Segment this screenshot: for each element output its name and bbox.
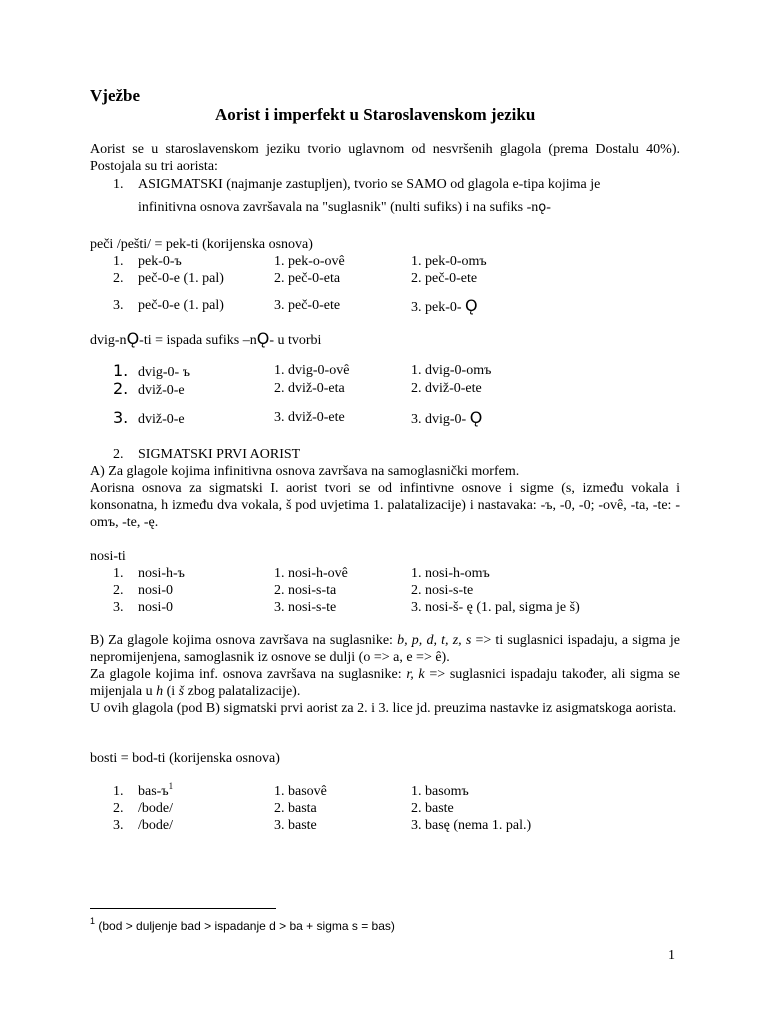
list-number: 1. [113, 177, 124, 192]
table-row: 2. dviž-0-e 2. dviž-0-eta 2. dviž-0-ete [113, 379, 482, 398]
sigmatski-paragraph: Aorisna osnova za sigmatski I. aorist tvori se od infintivne osnove i sigme (s, između vokala i konsonatna, h između dva vokala, š pod uvjetima 1. palatalizacije) i nastavaka: -ъ, -0, -0; -ovê, -ta, -te: -omъ, -te, -ę. [90, 481, 680, 530]
list-item-text: ASIGMATSKI (najmanje zastupljen), tvorio se SAMO od glagola e-tipa kojima je [138, 177, 601, 192]
section-heading: SIGMATSKI PRVI AORIST [138, 447, 301, 462]
nasal-o-glyph: Ǫ [469, 408, 483, 427]
intro-paragraph: Aorist se u staroslavenskom jeziku tvorio uglavnom od nesvršenih glagola (prema Dostalu 40%). Postojala su tri aorista: [90, 142, 680, 174]
nasal-o-glyph: Ǫ [465, 296, 478, 315]
table-row: 2. /bode/ 2. basta 2. baste [113, 801, 454, 816]
page-title: Aorist i imperfekt u Staroslavenskom jeziku [215, 105, 536, 124]
table-row: 2. peč-0-e (1. pal) 2. peč-0-eta 2. peč-0-ete [113, 271, 478, 286]
b-paragraph-2: Za glagole kojima inf. osnova završava na suglasnike: r, k => suglasnici ispadaju također, ali sigma se mijenjala u h (i š zbog palatalizacije). [90, 667, 680, 699]
list-number: 2. [113, 447, 124, 462]
table-row: 3. peč-0-e (1. pal) 3. peč-0-ete 3. pek-0- Ǫ [113, 296, 478, 315]
nasal-o-glyph: Ǫ [126, 329, 140, 348]
paradigm-heading: peči /pešti/ = pek-ti (korijenska osnova) [90, 237, 313, 252]
table-row: 3. nosi-0 3. nosi-s-te 3. nosi-š- ę (1. pal, sigma je š) [113, 600, 580, 615]
footnote-divider [90, 908, 276, 909]
b-paragraph-1: B) Za glagole kojima osnova završava na suglasnike: b, p, d, t, z, s => ti suglasnici ispadaju, a sigma je nepromijenjena, samoglasnik iz osnove se dulji (o => a, e => ê). [90, 633, 680, 665]
footnote: $^1$ (bod > duljenje bad > ispadanje d > ba + sigma s = bas) [90, 916, 395, 933]
paradigm-heading: dvig-nǪ-ti = ispada sufiks –nǪ- u tvorbi [90, 329, 322, 348]
list-item-text-continued: infinitivna osnova završavala na "suglasnik" (nulti sufiks) i na sufiks -nǫ- [138, 200, 551, 215]
table-row: 3. dviž-0-e 3. dviž-0-ete 3. dvig-0- Ǫ [113, 408, 483, 427]
table-row: 3. /bode/ 3. baste 3. basę (nema 1. pal.) [113, 818, 532, 833]
table-row: 2. nosi-0 2. nosi-s-ta 2. nosi-s-te [113, 583, 474, 598]
subsection-line: A) Za glagole kojima infinitivna osnova završava na samoglasnički morfem. [90, 464, 520, 479]
paradigm-heading: nosi-ti [90, 549, 126, 564]
table-row: 1. pek-0-ъ 1. pek-o-ovê 1. pek-0-omъ [113, 254, 487, 269]
b-paragraph-3: U ovih glagola (pod B) sigmatski prvi aorist za 2. i 3. lice jd. preuzima nastavke iz asigmatskoga aorista. [90, 701, 677, 716]
nasal-o-glyph: ǫ [538, 200, 547, 215]
footnote-ref: 1 [168, 781, 174, 791]
paradigm-heading: bosti = bod-ti (korijenska osnova) [90, 751, 280, 766]
page-number: 1 [668, 948, 675, 963]
table-row: 1. bas-$ъ^1$ 1. basovê 1. basomъ [113, 781, 469, 799]
table-row: 1. dvig-0- ъ 1. dvig-0-ovê 1. dvig-0-omъ [113, 361, 492, 380]
nasal-o-glyph: Ǫ [256, 329, 270, 348]
table-row: 1. nosi-h-ъ 1. nosi-h-ovê 1. nosi-h-omъ [113, 566, 490, 581]
section-label: Vježbe [90, 86, 141, 105]
